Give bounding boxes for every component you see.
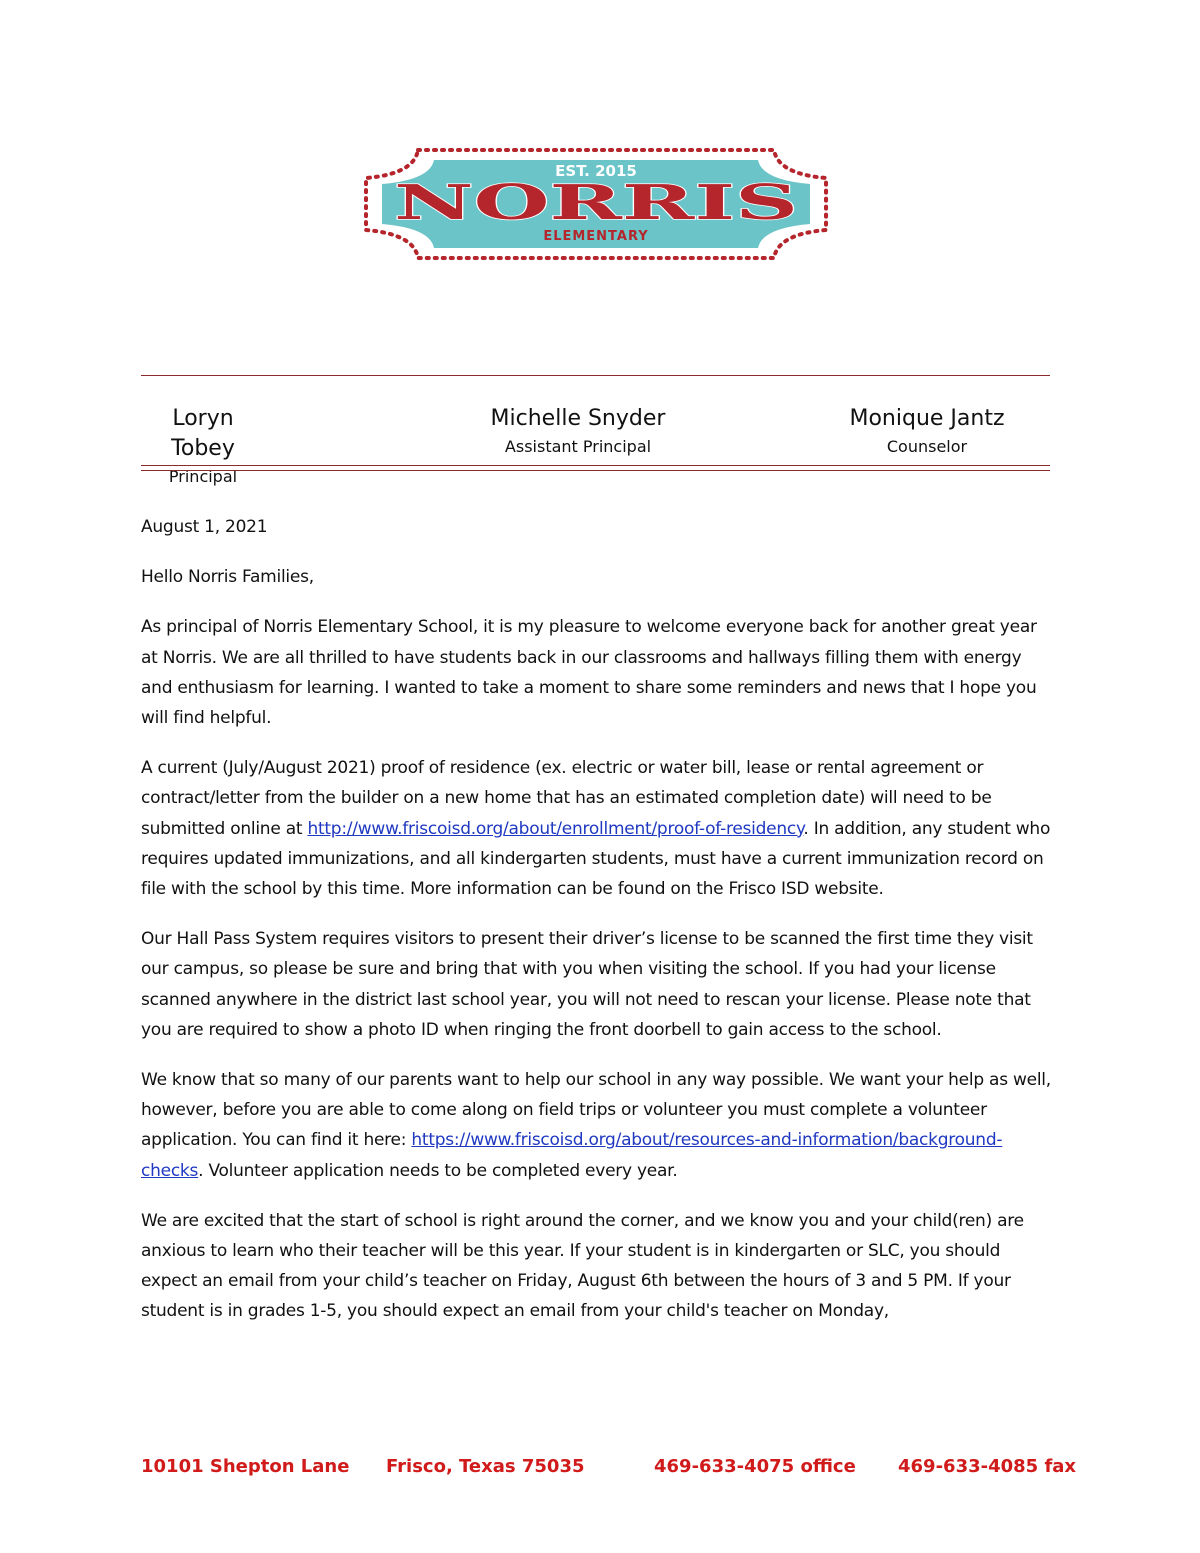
- staff-assistant-principal: [478, 404, 678, 460]
- letter-paragraph-hall-pass: Our Hall Pass System requires visitors to present their driver’s license to be scanned the first time they visit our campus, so please be sure and bring that with you when visiting the school. If you had your license scanned anywhere in the district last school year, you will not need to rescan your license. Please note that you are required to show a photo ID when ringing the front doorbell to gain access to the school.: [141, 929, 1033, 1040]
- background-checks-link[interactable]: https://www.friscoisd.org/about/resources-and-information/background-checks: [141, 1130, 1003, 1181]
- staff-name: Monique Jantz: [849, 406, 1005, 431]
- staff-name: Michelle Snyder: [490, 406, 666, 431]
- logo-name: NORRIS: [394, 175, 798, 231]
- school-logo: [358, 136, 834, 271]
- header-rule-bottom-2: [141, 470, 1050, 471]
- staff-role: Principal: [168, 467, 238, 486]
- staff-role: Assistant Principal: [504, 437, 652, 456]
- logo-sub: ELEMENTARY: [543, 229, 649, 244]
- letter-paragraph-residency: A current (July/August 2021) proof of residence (ex. electric or water bill, lease or rental agreement or contract/letter from the builder on a new home that has an estimated completion date) will need to be submitted online at http://www.friscoisd.org/about/enrollment/proof-of-residency. In addition, any student who requires updated immunizations, and all kindergarten students, must have a current immunization record on file with the school by this time. More information can be found on the Frisco ISD website.: [141, 758, 1051, 900]
- staff-principal: [141, 404, 265, 490]
- letter-paragraph-volunteer: We know that so many of our parents want to help our school in any way possible. We want your help as well, however, before you are able to come along on field trips or volunteer you must complete a volunteer application. You can find it here: https://www.friscoisd.org/about/resources-and-information/background-checks. Volunteer application needs to be completed every year.: [141, 1070, 1051, 1181]
- letter-paragraph-welcome: As principal of Norris Elementary School, it is my pleasure to welcome everyone back for another great year at Norris. We are all thrilled to have students back in our classrooms and hallways filling them with energy and enthusiasm for learning. I wanted to take a moment to share some reminders and news that I hope you will find helpful.: [141, 617, 1037, 729]
- footer-city: Frisco, Texas 75035: [386, 1456, 585, 1477]
- staff-role: Counselor: [886, 437, 968, 456]
- footer-address: 10101 Shepton Lane: [141, 1456, 350, 1477]
- footer-fax: 469-633-4085 fax: [898, 1456, 1077, 1477]
- proof-of-residency-link[interactable]: http://www.friscoisd.org/about/enrollment/proof-of-residency: [307, 818, 804, 839]
- footer-office-phone: 469-633-4075 office: [654, 1456, 856, 1477]
- logo-est: EST. 2015: [555, 162, 637, 180]
- letter-paragraph-teachers: We are excited that the start of school is right around the corner, and we know you and your child(ren) are anxious to learn who their teacher will be this year. If your student is in kindergarten or SLC, you should expect an email from your child’s teacher on Friday, August 6th between the hours of 3 and 5 PM. If your student is in grades 1-5, you should expect an email from your child's teacher on Monday,: [141, 1210, 1024, 1322]
- staff-name: Loryn Tobey: [171, 406, 235, 461]
- letter-greeting: Hello Norris Families,: [141, 567, 314, 588]
- header-rule-bottom-1: [141, 465, 1050, 466]
- letter-date: August 1, 2021: [141, 517, 268, 537]
- letter-body: [141, 512, 1056, 1347]
- staff-counselor: [842, 404, 1012, 460]
- header-rule-top: [141, 375, 1050, 376]
